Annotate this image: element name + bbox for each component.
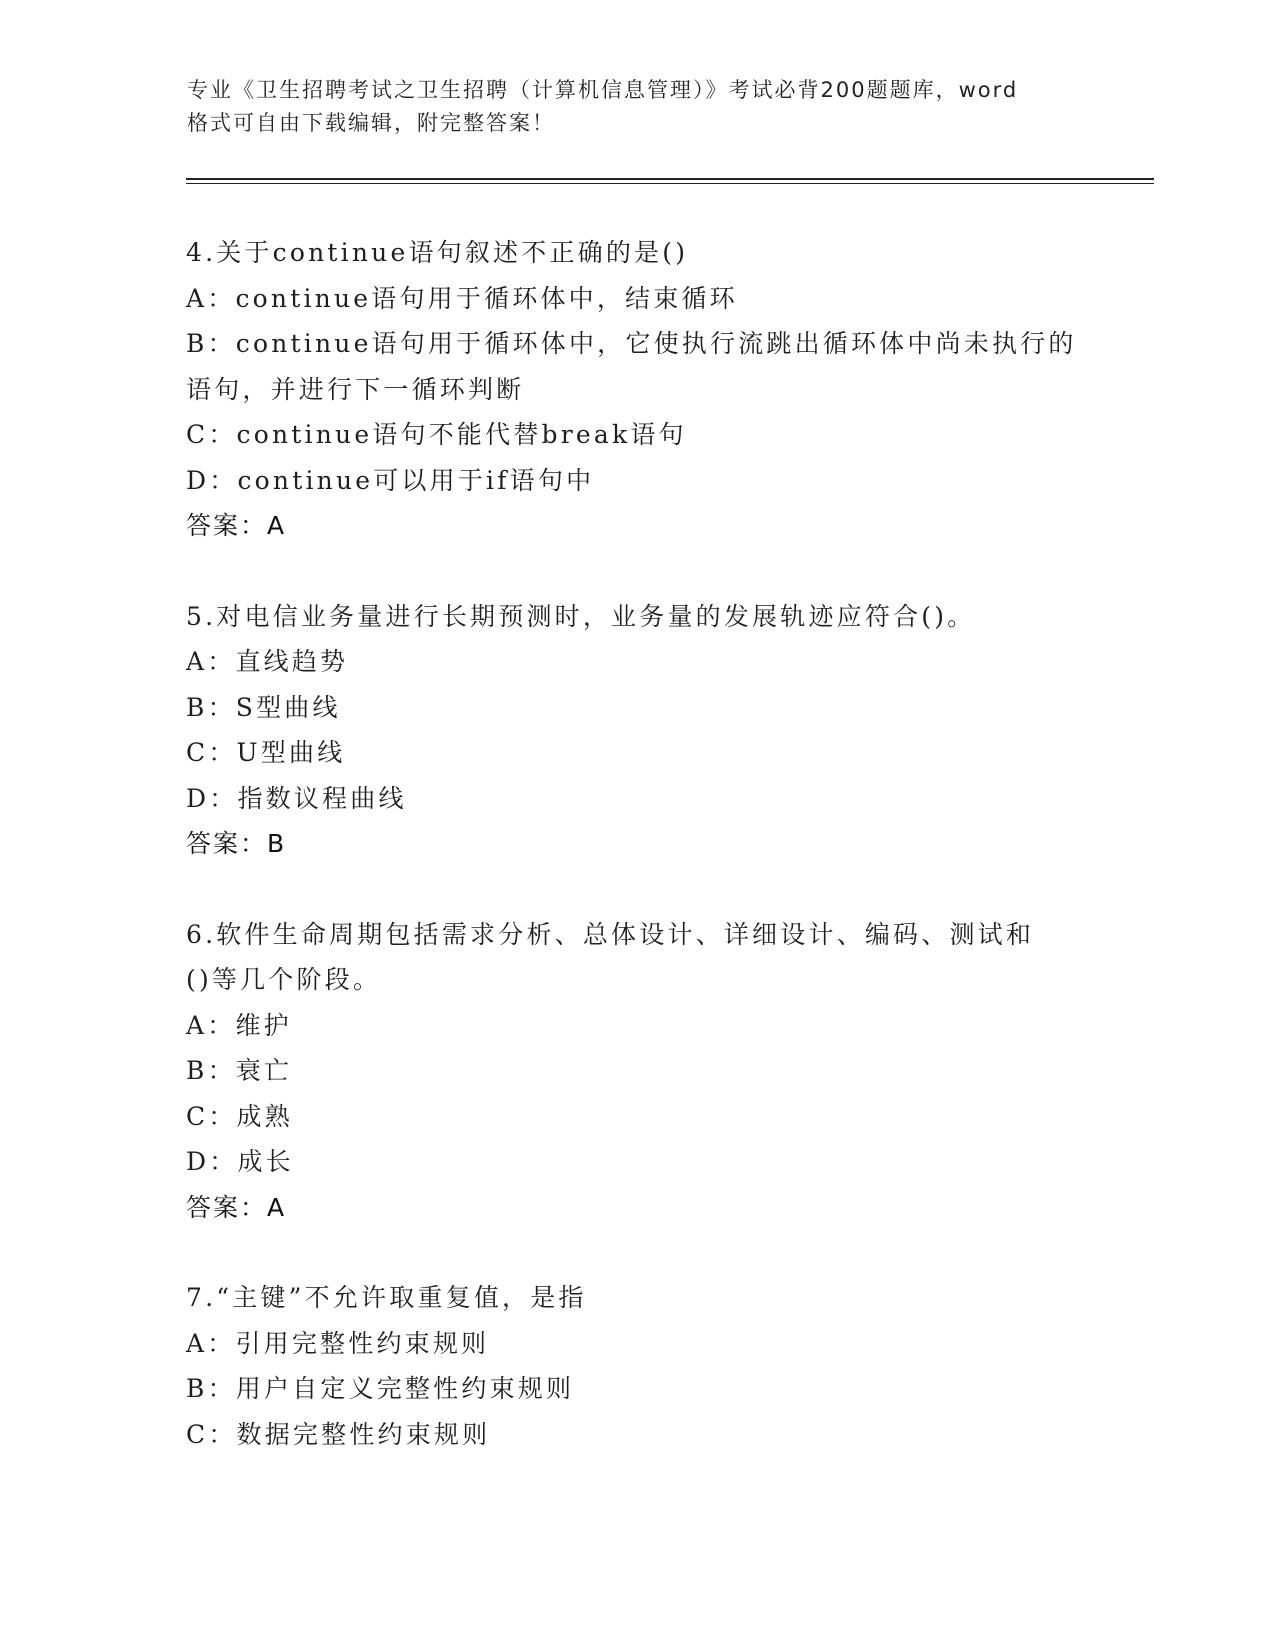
answer-option: B：continue语句用于循环体中，它使执行流跳出循环体中尚未执行的 xyxy=(186,329,1077,358)
answer-option: 语句，并进行下一循环判断 xyxy=(186,374,525,404)
header-line-1: 专业《卫生招聘考试之卫生招聘（计算机信息管理）》考试必背200题题库，word xyxy=(187,78,1019,102)
question-stem: 7.“主键”不允许取重复值，是指 xyxy=(186,1283,587,1312)
answer-option: C：continue语句不能代替break语句 xyxy=(186,420,687,449)
question-stem: 5.对电信业务量进行长期预测时，业务量的发展轨迹应符合()。 xyxy=(186,601,976,631)
answer-option: C：U型曲线 xyxy=(186,738,346,767)
question-block xyxy=(186,1275,1086,1457)
document-header xyxy=(187,74,1087,140)
answer-option: B：用户自定义完整性约束规则 xyxy=(186,1374,575,1403)
answer-key: 答案：B xyxy=(186,829,287,858)
question-list xyxy=(186,230,1086,1502)
answer-option: B：S型曲线 xyxy=(186,692,341,722)
answer-option: C：数据完整性约束规则 xyxy=(186,1419,491,1449)
answer-option: D：指数议程曲线 xyxy=(186,783,407,813)
answer-option: B：衰亡 xyxy=(186,1056,293,1085)
answer-key: 答案：A xyxy=(186,511,287,540)
answer-option: A：引用完整性约束规则 xyxy=(186,1328,490,1358)
answer-option: A：维护 xyxy=(186,1010,292,1040)
question-block xyxy=(186,230,1086,549)
header-divider-thin xyxy=(186,183,1154,184)
question-stem: 4.关于continue语句叙述不正确的是() xyxy=(186,238,689,267)
question-block xyxy=(186,912,1086,1231)
question-block xyxy=(186,594,1086,867)
answer-option: A：continue语句用于循环体中，结束循环 xyxy=(186,283,738,313)
question-stem: ()等几个阶段。 xyxy=(186,965,382,994)
answer-option: C：成熟 xyxy=(186,1101,293,1131)
header-line-2: 格式可自由下载编辑，附完整答案！ xyxy=(187,111,555,135)
answer-option: A：直线趋势 xyxy=(186,647,349,676)
header-divider-thick xyxy=(186,178,1154,180)
question-stem: 6.软件生命周期包括需求分析、总体设计、详细设计、编码、测试和 xyxy=(186,919,1035,949)
answer-option: D：成长 xyxy=(186,1147,294,1176)
answer-key: 答案：A xyxy=(186,1192,287,1222)
answer-option: D：continue可以用于if语句中 xyxy=(186,465,595,495)
